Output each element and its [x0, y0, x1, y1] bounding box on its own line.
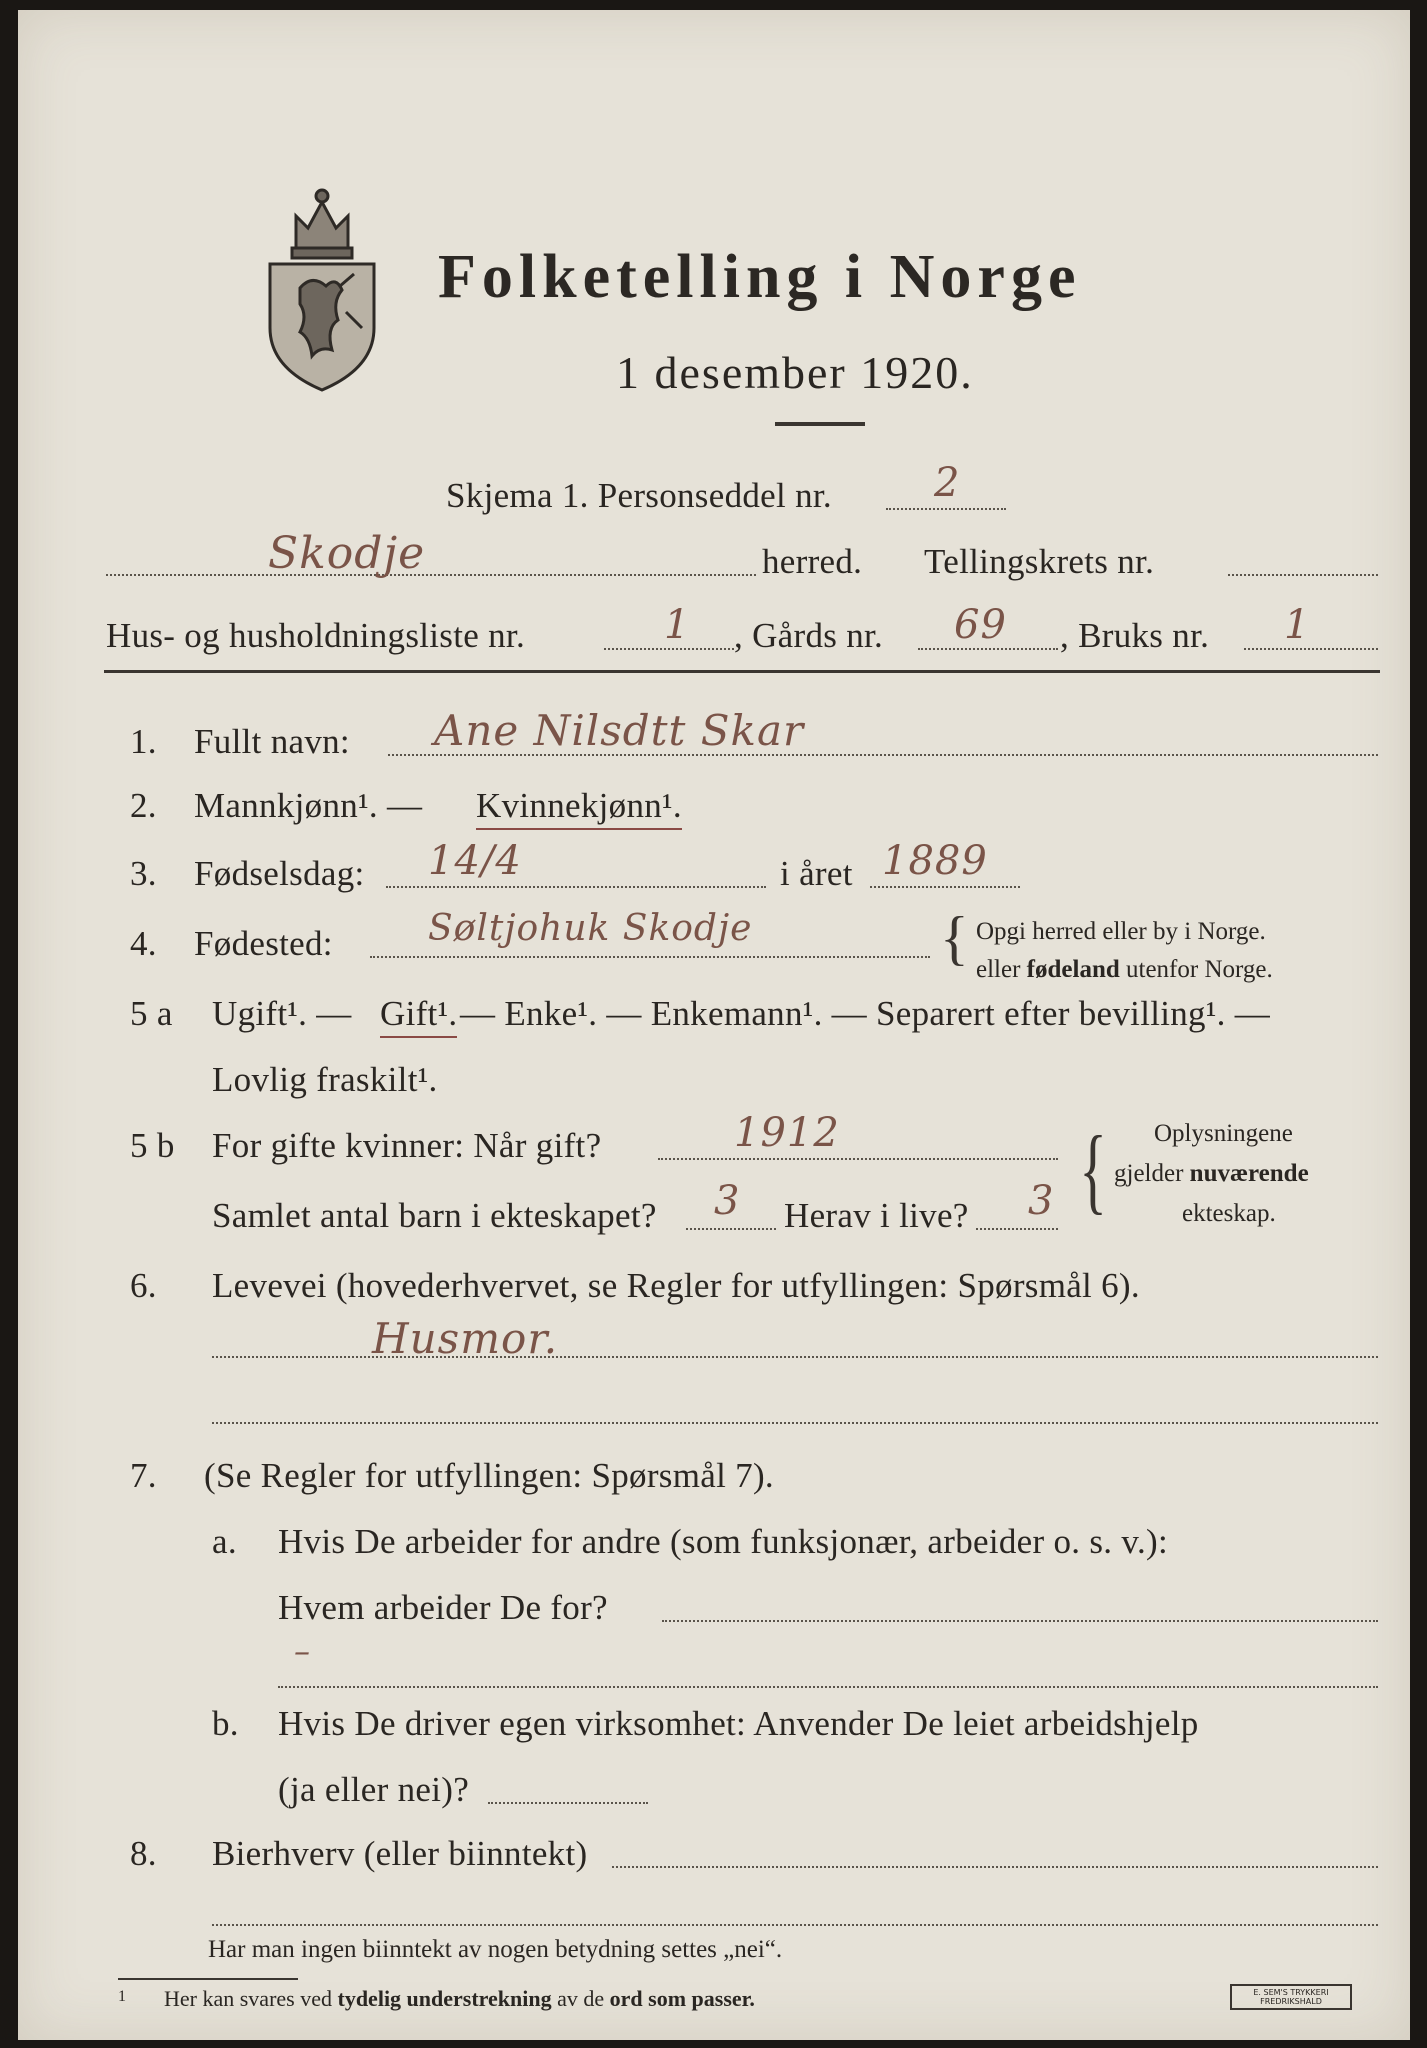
q5b-label: For gifte kvinner: Når gift? [212, 1126, 602, 1165]
q5a-gift[interactable]: Gift¹. [380, 994, 457, 1038]
printer-stamp: E. SEM'S TRYKKERI FREDRIKSHALD [1230, 1984, 1352, 2010]
gards-value[interactable]: 69 [954, 602, 1007, 648]
q4-line [370, 956, 930, 958]
q7b-letter: b. [212, 1704, 239, 1743]
q5b-note-line3: ekteskap. [1182, 1200, 1276, 1227]
form-date: 1 desember 1920. [616, 347, 974, 398]
hus-label: Hus- og husholdningsliste nr. [106, 616, 525, 655]
gards-label: , Gårds nr. [734, 616, 884, 655]
q6-label: Levevei (hovederhvervet, se Regler for utfyllingen: Spørsmål 6). [212, 1266, 1140, 1305]
q4-brace: { [940, 905, 969, 971]
herred-line [106, 574, 756, 576]
q7-label: (Se Regler for utfyllingen: Spørsmål 7). [204, 1456, 774, 1495]
q8-label: Bierhverv (eller biinntekt) [212, 1834, 588, 1873]
q5a-line2: Lovlig fraskilt¹. [212, 1060, 438, 1099]
q7a-value[interactable]: – [294, 1632, 311, 1670]
bruks-line [1244, 648, 1378, 650]
q5b-children-label: Samlet antal barn i ekteskapet? [212, 1196, 657, 1235]
q4-value[interactable]: Søltjohuk Skodje [428, 908, 753, 949]
q2-female[interactable]: Kvinnekjønn¹. [476, 786, 682, 830]
q7a-line2: Hvem arbeider De for? [278, 1588, 608, 1627]
q7a-line [662, 1620, 1378, 1622]
q3-value[interactable]: 14/4 [428, 838, 522, 884]
q6-number: 6. [130, 1266, 157, 1305]
q6-value[interactable]: Husmor. [372, 1314, 559, 1363]
footnote-text: Her kan svares ved tydelig understrekning av de ord som passer. [164, 1986, 755, 2011]
footer-note: Har man ingen biinntekt av nogen betydning settes „nei“. [208, 1936, 783, 1963]
schema-label: Skjema 1. Personseddel nr. [446, 476, 832, 515]
q8-number: 8. [130, 1834, 157, 1873]
q3-year-value[interactable]: 1889 [882, 838, 988, 884]
q4-label: Fødested: [194, 924, 333, 963]
q3-number: 3. [130, 854, 157, 893]
q7a-letter: a. [212, 1522, 237, 1561]
footnote-number: 1 [118, 1988, 126, 2005]
q5b-alive-label: Herav i live? [784, 1196, 969, 1235]
q4-note-line1: Opgi herred eller by i Norge. [976, 918, 1266, 945]
q7-number: 7. [130, 1456, 157, 1495]
q2-number: 2. [130, 786, 157, 825]
q7b-line1: Hvis De driver egen virksomhet: Anvender De leiet arbeidshjelp [278, 1704, 1199, 1743]
q5b-when-line [658, 1158, 1058, 1160]
q3-year-line [870, 886, 1020, 888]
title-divider [775, 422, 865, 426]
q5b-alive-line [976, 1228, 1058, 1230]
q5b-brace: { [1079, 1116, 1107, 1223]
herred-label: herred. [762, 542, 863, 581]
q5a-ugift: Ugift¹. — [212, 994, 352, 1033]
q5a-rest: — Enke¹. — Enkemann¹. — Separert efter bevilling¹. — [460, 994, 1271, 1033]
q5b-children-value[interactable]: 3 [714, 1178, 741, 1224]
q5b-when-value[interactable]: 1912 [734, 1110, 840, 1156]
q5a-number: 5 a [130, 994, 173, 1033]
q7a-line1: Hvis De arbeider for andre (som funksjonær, arbeider o. s. v.): [278, 1522, 1168, 1561]
q3-year-label: i året [780, 854, 853, 893]
tellingskrets-label: Tellingskrets nr. [924, 542, 1155, 581]
q7b-line [488, 1802, 648, 1804]
q3-line [386, 886, 766, 888]
schema-nr-line [886, 508, 1006, 510]
q4-number: 4. [130, 924, 157, 963]
q7b-line2: (ja eller nei)? [278, 1770, 470, 1809]
bruks-value[interactable]: 1 [1284, 602, 1311, 648]
form-title: Folketelling i Norge [438, 243, 1082, 311]
hus-value[interactable]: 1 [664, 602, 691, 648]
q3-label: Fødselsdag: [194, 854, 365, 893]
q8-line [612, 1866, 1378, 1868]
schema-nr-value[interactable]: 2 [934, 460, 961, 506]
q1-label: Fullt navn: [194, 722, 350, 761]
herred-value[interactable]: Skodje [268, 528, 426, 579]
hus-line [604, 648, 734, 650]
census-form-sheet [18, 10, 1410, 2040]
q1-value[interactable]: Ane Nilsdtt Skar [434, 706, 805, 755]
gards-line [918, 648, 1058, 650]
q4-note-line2: eller fødeland utenfor Norge. [976, 956, 1273, 983]
q1-number: 1. [130, 722, 157, 761]
q7a-line-extra [278, 1686, 1378, 1688]
footnote-divider [118, 1978, 298, 1980]
q5b-note-line1: Oplysningene [1154, 1120, 1293, 1147]
q5b-alive-value[interactable]: 3 [1028, 1178, 1055, 1224]
q8-line-extra [212, 1924, 1378, 1926]
coat-of-arms-icon [266, 178, 378, 394]
tellingskrets-line [1228, 574, 1378, 576]
q5b-children-line [686, 1228, 776, 1230]
q5b-note-line2: gjelder nuværende [1114, 1160, 1309, 1187]
bruks-label: , Bruks nr. [1060, 616, 1210, 655]
header-divider [104, 670, 1380, 673]
q2-male: Mannkjønn¹. — [194, 786, 423, 825]
q5b-number: 5 b [130, 1126, 175, 1165]
q6-line2 [212, 1422, 1378, 1424]
